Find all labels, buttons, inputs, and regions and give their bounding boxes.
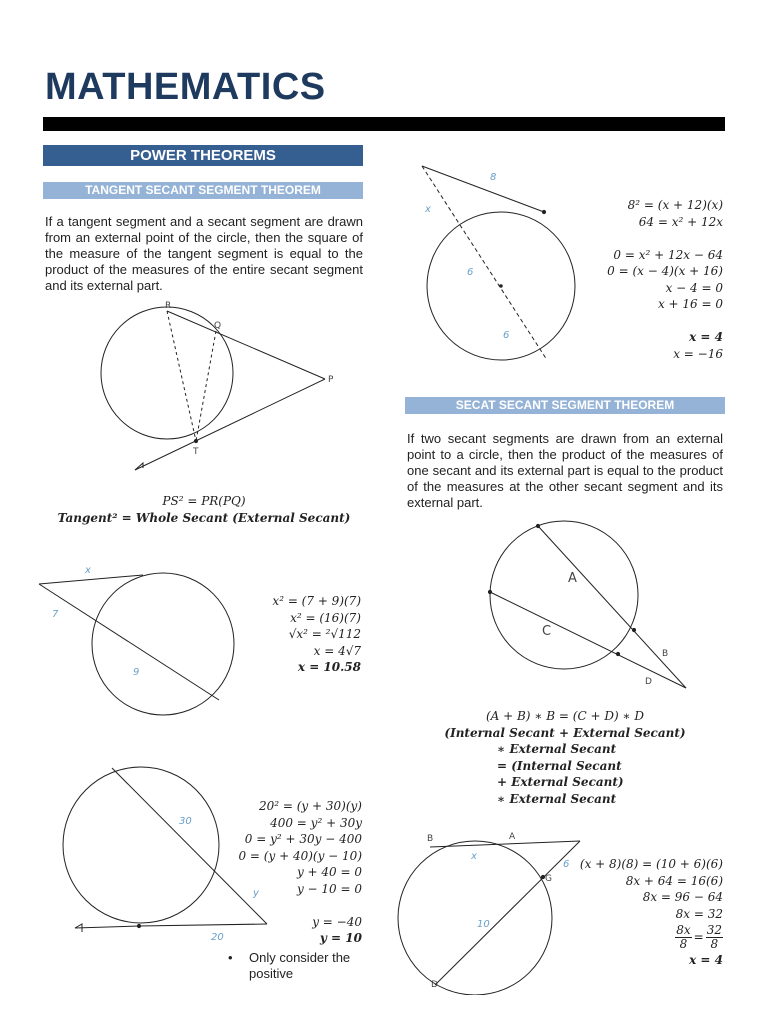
- point-t: [194, 439, 197, 442]
- example1-step: x² = (16)(7): [290, 610, 361, 625]
- figure-circle: [398, 841, 552, 995]
- secant-formula-line: (A + B) ∗ B = (C + D) ∗ D: [485, 709, 645, 723]
- label-10: 10: [477, 919, 490, 930]
- label-d: D: [645, 677, 652, 687]
- fraction-left-denominator: 8: [679, 936, 688, 951]
- example4-figure: [395, 825, 585, 995]
- label-q: Q: [214, 321, 222, 331]
- tangent-segment: [422, 166, 544, 212]
- example2-answer: y = 10: [319, 931, 362, 945]
- example2-note: [228, 950, 363, 982]
- secant-secant-figure: [478, 520, 693, 695]
- secant-formula-block: [405, 708, 725, 807]
- label-30: 30: [179, 816, 192, 827]
- example2-step: y = −40: [312, 914, 362, 929]
- example2-step: y − 10 = 0: [296, 881, 362, 896]
- example1-step: x² = (7 + 9)(7): [272, 594, 361, 608]
- example4-solution: [560, 856, 723, 969]
- note-text: Only consider the positive: [249, 950, 351, 981]
- secant-a-b: [538, 526, 686, 688]
- tangent-formula-1: PS² = PR(PQ): [162, 494, 246, 508]
- example3-solution: [580, 197, 723, 362]
- example2-solution: [222, 798, 362, 947]
- secant-c-d: [490, 592, 686, 688]
- label-20: 20: [211, 932, 224, 942]
- label-y: y: [253, 888, 259, 899]
- tangent-secant-definition: If a tangent segment and a secant segment are drawn from an external point of the circle, then the square of the measure of the tangent segment is equal to the product of the measures of the entire secant segment and its external part.: [45, 214, 363, 293]
- label-6a: 6: [467, 267, 474, 278]
- label-g-point: G: [545, 874, 552, 884]
- example1-answer: x = 10.58: [297, 660, 361, 674]
- point-right: [632, 628, 635, 631]
- example1-step: √x² = ²√112: [288, 627, 361, 641]
- label-c: C: [542, 624, 552, 639]
- example3-step: 0 = x² + 12x − 64: [613, 247, 723, 262]
- figure-circle: [490, 521, 638, 669]
- label-b: B: [662, 649, 669, 659]
- secant-segment: [39, 584, 219, 700]
- label-x: x: [85, 565, 91, 576]
- example2-step: 20² = (y + 30)(y): [258, 799, 362, 813]
- example1-solution: [235, 593, 361, 676]
- label-8: 8: [490, 172, 497, 183]
- page-title: MATHEMATICS: [45, 66, 326, 108]
- example3-answer: x = 4: [689, 330, 723, 344]
- example2-step: y + 40 = 0: [296, 865, 362, 879]
- example2-step: 0 = (y + 40)(y − 10): [238, 848, 362, 863]
- fraction-right-denominator: 8: [710, 936, 719, 951]
- label-b-point: B: [427, 834, 434, 844]
- label-a: A: [568, 571, 577, 586]
- center-point: [500, 285, 502, 287]
- point-bottom: [616, 652, 619, 655]
- point-left: [488, 590, 491, 593]
- label-6: 6: [563, 859, 570, 870]
- tangent-point: [542, 210, 545, 213]
- example4-step: 8x = 96 − 64: [642, 890, 723, 904]
- secant-line: [167, 311, 325, 379]
- example3-step: x = −16: [673, 346, 723, 361]
- fraction-left: [675, 924, 691, 951]
- tangent-secant-figure: [95, 300, 340, 475]
- example3-step: 0 = (x − 4)(x + 16): [607, 264, 723, 278]
- example3-spacer: [580, 313, 723, 330]
- secant-formula-line: (Internal Secant + External Secant): [444, 725, 686, 740]
- secant-diagonal: [435, 841, 580, 985]
- example3-figure: [415, 160, 595, 375]
- label-t: T: [193, 447, 199, 457]
- dashed-chord-2: [196, 331, 216, 441]
- example4-fraction-equation: [560, 922, 723, 952]
- secant-secant-definition: If two secant segments are drawn from an external point to a circle, then the product of the measures of one secant and its external part is equal to the product of the measures at the other secant segment and its external part.: [407, 431, 723, 510]
- secant-formula-line: ∗ External Secant: [497, 791, 617, 806]
- secant-formula-line: = (Internal Secant: [497, 758, 622, 773]
- example2-step: 0 = y² + 30y − 400: [244, 832, 362, 846]
- label-9: 9: [133, 667, 140, 678]
- example3-step: 8² = (x + 12)(x): [627, 198, 723, 212]
- bullet-icon: •: [228, 950, 233, 965]
- example3-step: x − 4 = 0: [665, 280, 723, 295]
- example3-step: x + 16 = 0: [657, 297, 723, 311]
- example2-spacer: [222, 897, 362, 914]
- label-p: P: [328, 375, 334, 385]
- fraction-right-numerator: 32: [706, 922, 722, 937]
- dashed-secant: [422, 166, 547, 360]
- label-a-point: A: [509, 832, 516, 842]
- secant-formula-line: + External Secant): [497, 775, 624, 789]
- example4-step: (x + 8)(8) = (10 + 6)(6): [579, 857, 723, 871]
- subsection-header-tangent-secant: TANGENT SECANT SEGMENT THEOREM: [43, 182, 363, 199]
- example4-step: 8x + 64 = 16(6): [625, 873, 723, 888]
- label-r: R: [165, 301, 172, 311]
- tangent-point: [137, 924, 140, 927]
- example3-spacer: [580, 230, 723, 247]
- section-header-power-theorems: POWER THEOREMS: [43, 145, 363, 166]
- label-x: x: [471, 851, 477, 862]
- example4-answer: x = 4: [689, 953, 723, 967]
- tangent-formula-2: Tangent² = Whole Secant (External Secant): [57, 511, 351, 525]
- example1-step: x = 4√7: [313, 643, 361, 658]
- figure-circle: [92, 573, 234, 715]
- label-d-point: D: [431, 980, 438, 990]
- example2-step: 400 = y² + 30y: [270, 815, 362, 830]
- subsection-header-secant-secant: SECAT SECANT SEGMENT THEOREM: [405, 397, 725, 414]
- label-6b: 6: [503, 330, 510, 341]
- dashed-chord-1: [167, 311, 196, 441]
- point-top: [536, 524, 539, 527]
- fraction-left-numerator: 8x: [676, 922, 691, 937]
- fraction-right: [706, 924, 723, 951]
- fraction-equals: =: [693, 930, 704, 944]
- title-underline-bar: [43, 117, 725, 131]
- example1-figure: [35, 565, 250, 720]
- label-x: x: [425, 204, 431, 215]
- figure-circle: [63, 767, 219, 923]
- tangent-segment-2: [75, 926, 139, 928]
- secant-formula-line: ∗ External Secant: [497, 742, 617, 756]
- example4-step: 8x = 32: [675, 906, 723, 921]
- label-7: 7: [52, 609, 59, 620]
- example3-step: 64 = x² + 12x: [638, 214, 723, 229]
